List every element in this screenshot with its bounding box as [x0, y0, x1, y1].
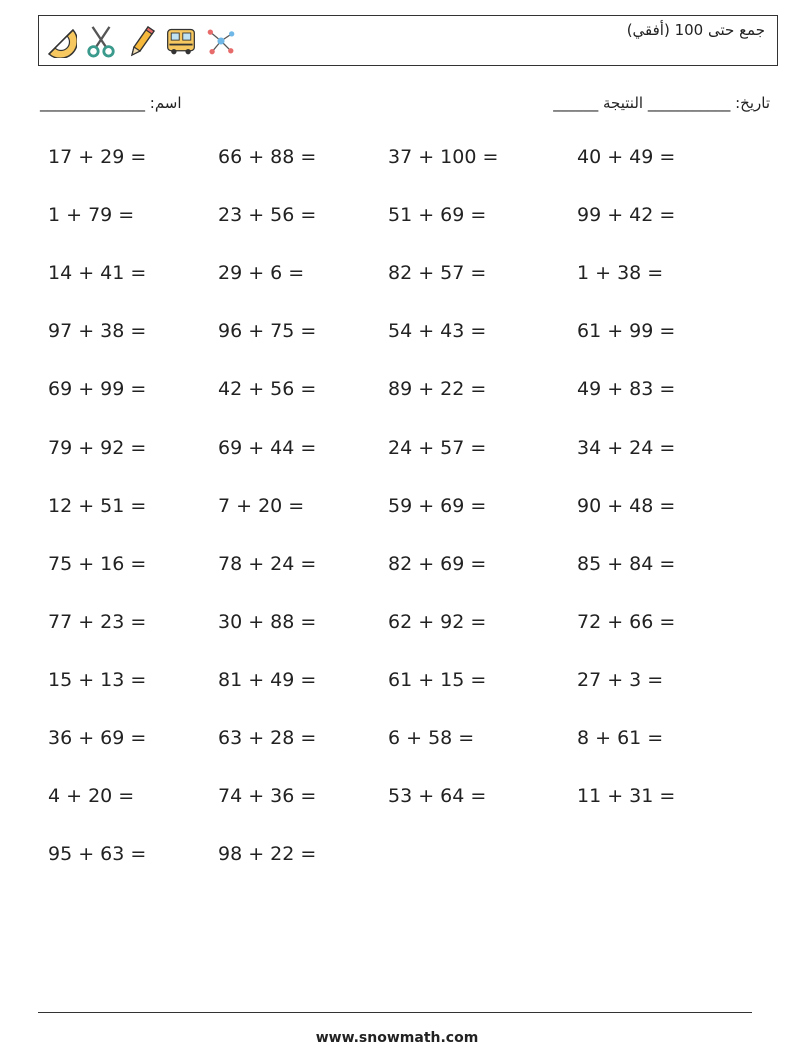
problem-item: 36 + 69 =: [48, 727, 147, 749]
problem-item: 82 + 69 =: [388, 552, 487, 575]
problem-item: 66 + 88 =: [218, 146, 317, 168]
problem-item: 8 + 61 =: [577, 727, 664, 749]
problem-item: 40 + 49 =: [577, 146, 676, 168]
problem-item: 75 + 16 =: [48, 552, 147, 575]
problem-item: 82 + 57 =: [388, 262, 487, 285]
problem-item: 77 + 23 =: [48, 610, 147, 633]
problem-item: 89 + 22 =: [388, 378, 487, 401]
problem-item: 6 + 58 =: [388, 727, 475, 749]
school-bus-icon: [165, 23, 197, 59]
problem-item: 69 + 99 =: [48, 378, 147, 401]
problem-item: 17 + 29 =: [48, 146, 147, 168]
problem-item: 72 + 66 =: [577, 610, 676, 633]
problem-item: 23 + 56 =: [218, 204, 317, 227]
problem-item: 61 + 99 =: [577, 320, 676, 343]
problem-item: 90 + 48 =: [577, 494, 676, 517]
footer-url: www.snowmath.com: [315, 1030, 479, 1046]
problem-item: 24 + 57 =: [388, 436, 487, 459]
problem-item: 63 + 28 =: [218, 727, 317, 749]
problem-item: 69 + 44 =: [218, 436, 317, 459]
problem-item: 49 + 83 =: [577, 378, 676, 401]
problem-item: 4 + 20 =: [48, 785, 135, 808]
problem-item: 99 + 42 =: [577, 204, 676, 227]
worksheet-header: [38, 15, 778, 66]
problem-item: 61 + 15 =: [388, 668, 487, 691]
problem-item: 59 + 69 =: [388, 494, 487, 517]
footer-divider: [38, 1012, 752, 1013]
problem-item: 15 + 13 =: [48, 668, 147, 691]
problem-item: 81 + 49 =: [218, 668, 317, 691]
date-score-field-label: تاريخ: ___________ النتيجة ______: [553, 94, 770, 112]
molecule-icon: [205, 23, 237, 59]
problem-item: 12 + 51 =: [48, 494, 147, 517]
problem-item: 96 + 75 =: [218, 320, 317, 343]
problem-item: 74 + 36 =: [218, 785, 317, 808]
scissors-icon: [85, 23, 117, 59]
name-field-label: اسم: ______________: [40, 94, 182, 112]
problem-item: 1 + 79 =: [48, 204, 135, 227]
worksheet-title: جمع حتى 100 (أفقي): [626, 21, 765, 39]
problem-item: 42 + 56 =: [218, 378, 317, 401]
problem-item: 1 + 38 =: [577, 262, 664, 285]
problem-item: 34 + 24 =: [577, 436, 676, 459]
problem-item: 11 + 31 =: [577, 785, 676, 808]
problem-item: 95 + 63 =: [48, 843, 147, 866]
problem-item: 51 + 69 =: [388, 204, 487, 227]
header-icons: [45, 20, 237, 62]
problem-item: 14 + 41 =: [48, 262, 147, 285]
problem-item: 30 + 88 =: [218, 610, 317, 633]
protractor-icon: [45, 23, 77, 59]
problem-item: 62 + 92 =: [388, 610, 487, 633]
problem-item: 37 + 100 =: [388, 146, 499, 168]
problem-item: 29 + 6 =: [218, 262, 305, 285]
problem-item: 78 + 24 =: [218, 552, 317, 575]
problem-item: 54 + 43 =: [388, 320, 487, 343]
problem-item: 27 + 3 =: [577, 668, 664, 691]
problem-item: 79 + 92 =: [48, 436, 147, 459]
problem-item: 85 + 84 =: [577, 552, 676, 575]
pencil-icon: [125, 23, 157, 59]
problem-item: 97 + 38 =: [48, 320, 147, 343]
problem-item: 53 + 64 =: [388, 785, 487, 808]
problem-item: 98 + 22 =: [218, 843, 317, 866]
problem-item: 7 + 20 =: [218, 494, 305, 517]
